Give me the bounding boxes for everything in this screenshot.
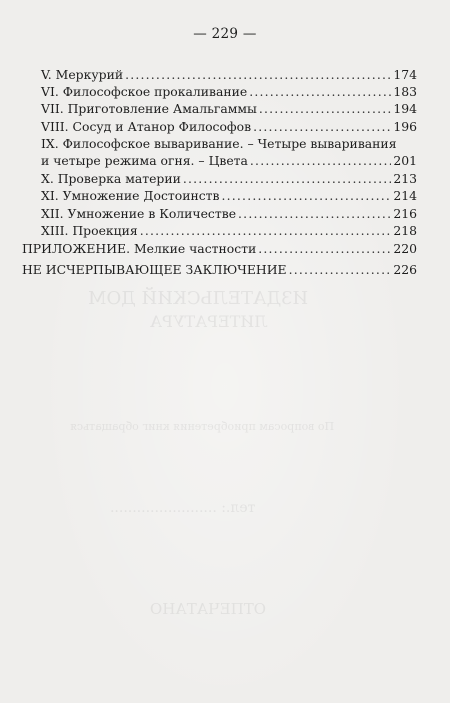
toc-entry-title: XIII. Проекция: [41, 223, 138, 238]
toc-entry[interactable]: [41, 222, 417, 240]
toc-entry-page: 174: [393, 67, 417, 82]
dot-leader: [253, 118, 391, 136]
toc-entry-title-line2: и четыре режима огня. – Цвета: [41, 153, 248, 168]
toc-entry[interactable]: [41, 205, 417, 223]
toc-entry-page: 213: [393, 171, 417, 186]
toc-entry-title-line1[interactable]: IX. Философское вываривание. – Четыре вываривания: [41, 136, 397, 151]
toc-entry[interactable]: [22, 261, 417, 279]
toc-entry-page: 214: [393, 188, 417, 203]
dot-leader: [258, 240, 391, 258]
toc-entry-page: 194: [393, 101, 417, 116]
toc-entry[interactable]: [41, 66, 417, 84]
toc-entry[interactable]: [41, 100, 417, 118]
show-through-text: ИЗДАТЕЛЬСКИЙ ДОМ: [88, 288, 309, 309]
toc-entry-title: XI. Умножение Достоинств: [41, 188, 220, 203]
toc-entry[interactable]: [41, 152, 417, 170]
toc-entry-title: ПРИЛОЖЕНИЕ. Мелкие частности: [22, 241, 257, 256]
toc-entry-page: 218: [393, 223, 417, 238]
toc-entry[interactable]: [41, 187, 417, 205]
toc-entry-title: X. Проверка материи: [41, 171, 181, 186]
dot-leader: [140, 222, 391, 240]
show-through-text: ЛИТЕРАТУРА: [150, 312, 268, 331]
toc-entry-title: V. Меркурий: [41, 67, 124, 82]
page-number: — 229 —: [193, 26, 257, 42]
toc-entry-page: 226: [393, 262, 417, 277]
toc-entry-page: 201: [393, 153, 417, 168]
dot-leader: [238, 205, 391, 223]
toc-entry-page: 220: [393, 241, 417, 256]
toc-entry-page: 196: [393, 119, 417, 134]
dot-leader: [249, 83, 391, 101]
toc-entry-title: XII. Умножение в Количестве: [41, 206, 237, 221]
show-through-text: тел.: ........................: [110, 500, 256, 516]
toc-entry-page: 216: [393, 206, 417, 221]
toc-entry[interactable]: [41, 83, 417, 101]
toc-entry-title: VIII. Сосуд и Атанор Философов: [41, 119, 252, 134]
dot-leader: [289, 261, 391, 279]
toc-entry[interactable]: [22, 240, 417, 258]
toc-entry-title: VII. Приготовление Амальгаммы: [41, 101, 257, 116]
toc-entry-page: 183: [393, 84, 417, 99]
toc-entry-title: НЕ ИСЧЕРПЫВАЮЩЕЕ ЗАКЛЮЧЕНИЕ: [22, 262, 287, 277]
show-through-text: По вопросам приобретения книг обращаться: [70, 420, 335, 433]
toc-entry[interactable]: [41, 118, 417, 136]
dot-leader: [183, 170, 391, 188]
show-through-text: ОТПЕЧАТАНО: [150, 600, 267, 618]
dot-leader: [222, 187, 392, 205]
dot-leader: [125, 66, 391, 84]
toc-entry[interactable]: [41, 170, 417, 188]
dot-leader: [259, 100, 391, 118]
toc-entry-title: VI. Философское прокаливание: [41, 84, 248, 99]
dot-leader: [250, 152, 391, 170]
